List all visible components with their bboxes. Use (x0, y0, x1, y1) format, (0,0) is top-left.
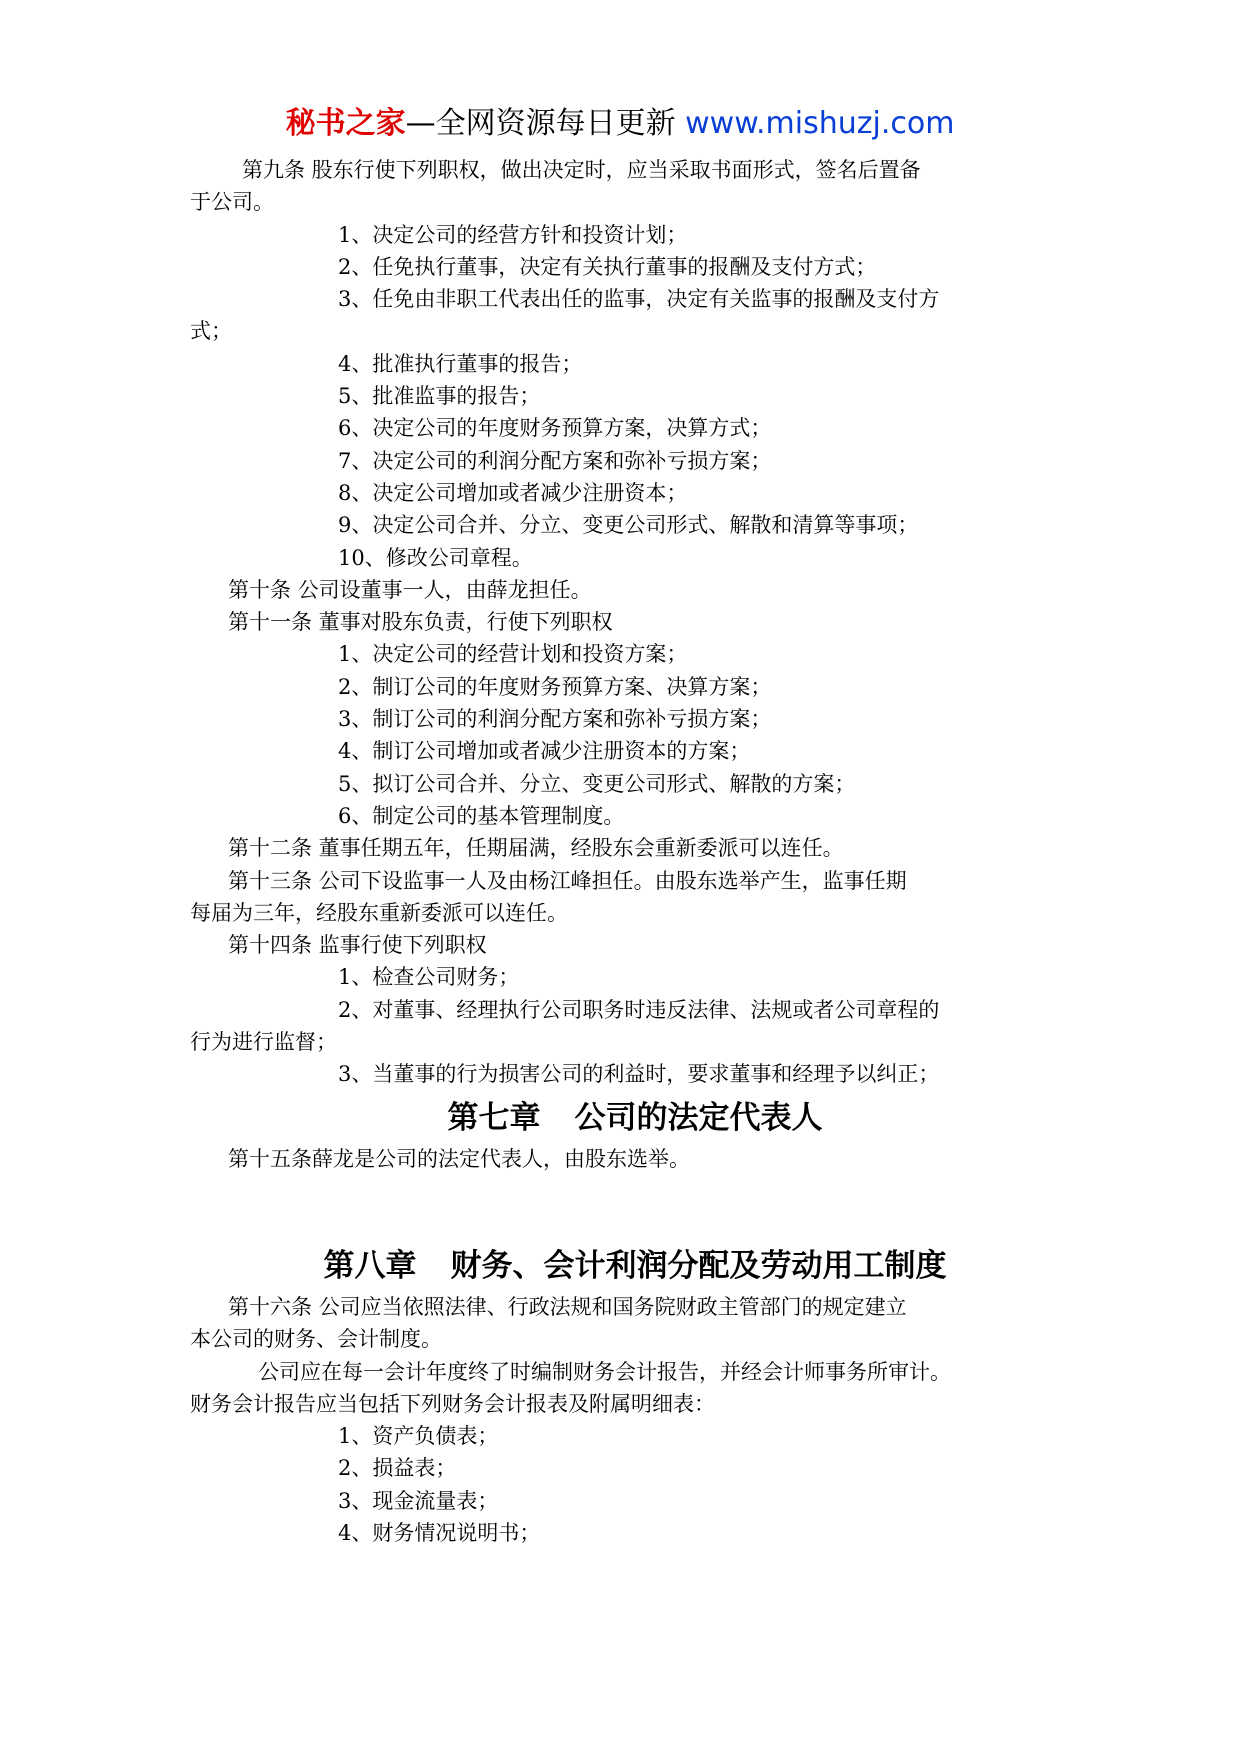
article-9-item-9: 9、决定公司合并、分立、变更公司形式、解散和清算等事项； (338, 513, 919, 538)
article-16-line-2: 本公司的财务、会计制度。 (190, 1327, 442, 1352)
article-11-item-6: 6、制定公司的基本管理制度。 (338, 803, 625, 828)
article-14-title: 第十四条 监事行使下列职权 (228, 933, 487, 958)
article-16-item-4: 4、财务情况说明书； (338, 1520, 541, 1545)
article-9-item-4: 4、批准执行董事的报告； (338, 351, 583, 376)
document-body (190, 154, 1080, 1549)
site-banner (0, 101, 1240, 147)
article-16-item-3: 3、现金流量表； (338, 1488, 499, 1513)
article-16-para-line-2: 财务会计报告应当包括下列财务会计报表及附属明细表： (190, 1391, 715, 1416)
article-14-item-2-continued: 行为进行监督； (190, 1030, 337, 1055)
article-11-title: 第十一条 董事对股东负责，行使下列职权 (228, 610, 613, 635)
article-11-item-3: 3、制订公司的利润分配方案和弥补亏损方案； (338, 707, 772, 732)
article-11-item-4: 4、制订公司增加或者减少注册资本的方案； (338, 739, 751, 764)
chapter-8-label: 第八章 (323, 1247, 417, 1284)
article-10: 第十条 公司设董事一人，由薛龙担任。 (228, 577, 592, 602)
section-spacer (190, 1175, 1080, 1239)
article-15: 第十五条薛龙是公司的法定代表人，由股东选举。 (228, 1146, 690, 1171)
article-14-item-1: 1、检查公司财务； (338, 965, 520, 990)
article-14-item-3: 3、当董事的行为损害公司的利益时，要求董事和经理予以纠正； (338, 1062, 940, 1087)
article-9-item-6: 6、决定公司的年度财务预算方案，决算方式； (338, 416, 772, 441)
article-9-line-2: 于公司。 (190, 190, 274, 215)
banner-tagline: —全网资源每日更新 (405, 106, 676, 141)
article-16-item-1: 1、资产负债表； (338, 1424, 499, 1449)
banner-url-link[interactable]: www.mishuzj.com (685, 106, 955, 141)
article-16-line-1: 第十六条 公司应当依照法律、行政法规和国务院财政主管部门的规定建立 (228, 1294, 907, 1319)
chapter-7-label: 第七章 (447, 1099, 541, 1136)
article-16-item-2: 2、损益表； (338, 1456, 457, 1481)
chapter-8-heading (190, 1239, 1080, 1291)
article-9-item-7: 7、决定公司的利润分配方案和弥补亏损方案； (338, 448, 772, 473)
article-11-item-2: 2、制订公司的年度财务预算方案、决算方案； (338, 674, 772, 699)
article-9-item-2: 2、任免执行董事，决定有关执行董事的报酬及支付方式； (338, 254, 877, 279)
article-9-item-1: 1、决定公司的经营方针和投资计划； (338, 222, 688, 247)
article-9-item-3-continued: 式； (190, 319, 232, 344)
article-14-item-2: 2、对董事、经理执行公司职务时违反法律、法规或者公司章程的 (338, 997, 940, 1022)
article-9-item-8: 8、决定公司增加或者减少注册资本； (338, 480, 688, 505)
article-9-line-1: 第九条 股东行使下列职权，做出决定时，应当采取书面形式，签名后置备 (242, 158, 921, 182)
chapter-7-heading (190, 1091, 1080, 1143)
article-9-item-3: 3、任免由非职工代表出任的监事，决定有关监事的报酬及支付方 (338, 287, 940, 312)
article-9-item-5: 5、批准监事的报告； (338, 384, 541, 409)
article-13-line-2: 每届为三年，经股东重新委派可以连任。 (190, 900, 568, 925)
article-9-item-10: 10、修改公司章程。 (338, 545, 533, 570)
article-16-para-line-1: 公司应在每一会计年度终了时编制财务会计报告，并经会计师事务所审计。 (258, 1359, 951, 1384)
chapter-7-title: 公司的法定代表人 (574, 1099, 823, 1136)
article-13-line-1: 第十三条 公司下设监事一人及由杨江峰担任。由股东选举产生，监事任期 (228, 868, 907, 893)
chapter-8-title: 财务、会计利润分配及劳动用工制度 (450, 1247, 947, 1284)
banner-brand: 秘书之家 (285, 106, 406, 141)
article-12: 第十二条 董事任期五年，任期届满，经股东会重新委派可以连任。 (228, 836, 844, 861)
article-11-item-1: 1、决定公司的经营计划和投资方案； (338, 642, 688, 667)
article-11-item-5: 5、拟订公司合并、分立、变更公司形式、解散的方案； (338, 771, 856, 796)
